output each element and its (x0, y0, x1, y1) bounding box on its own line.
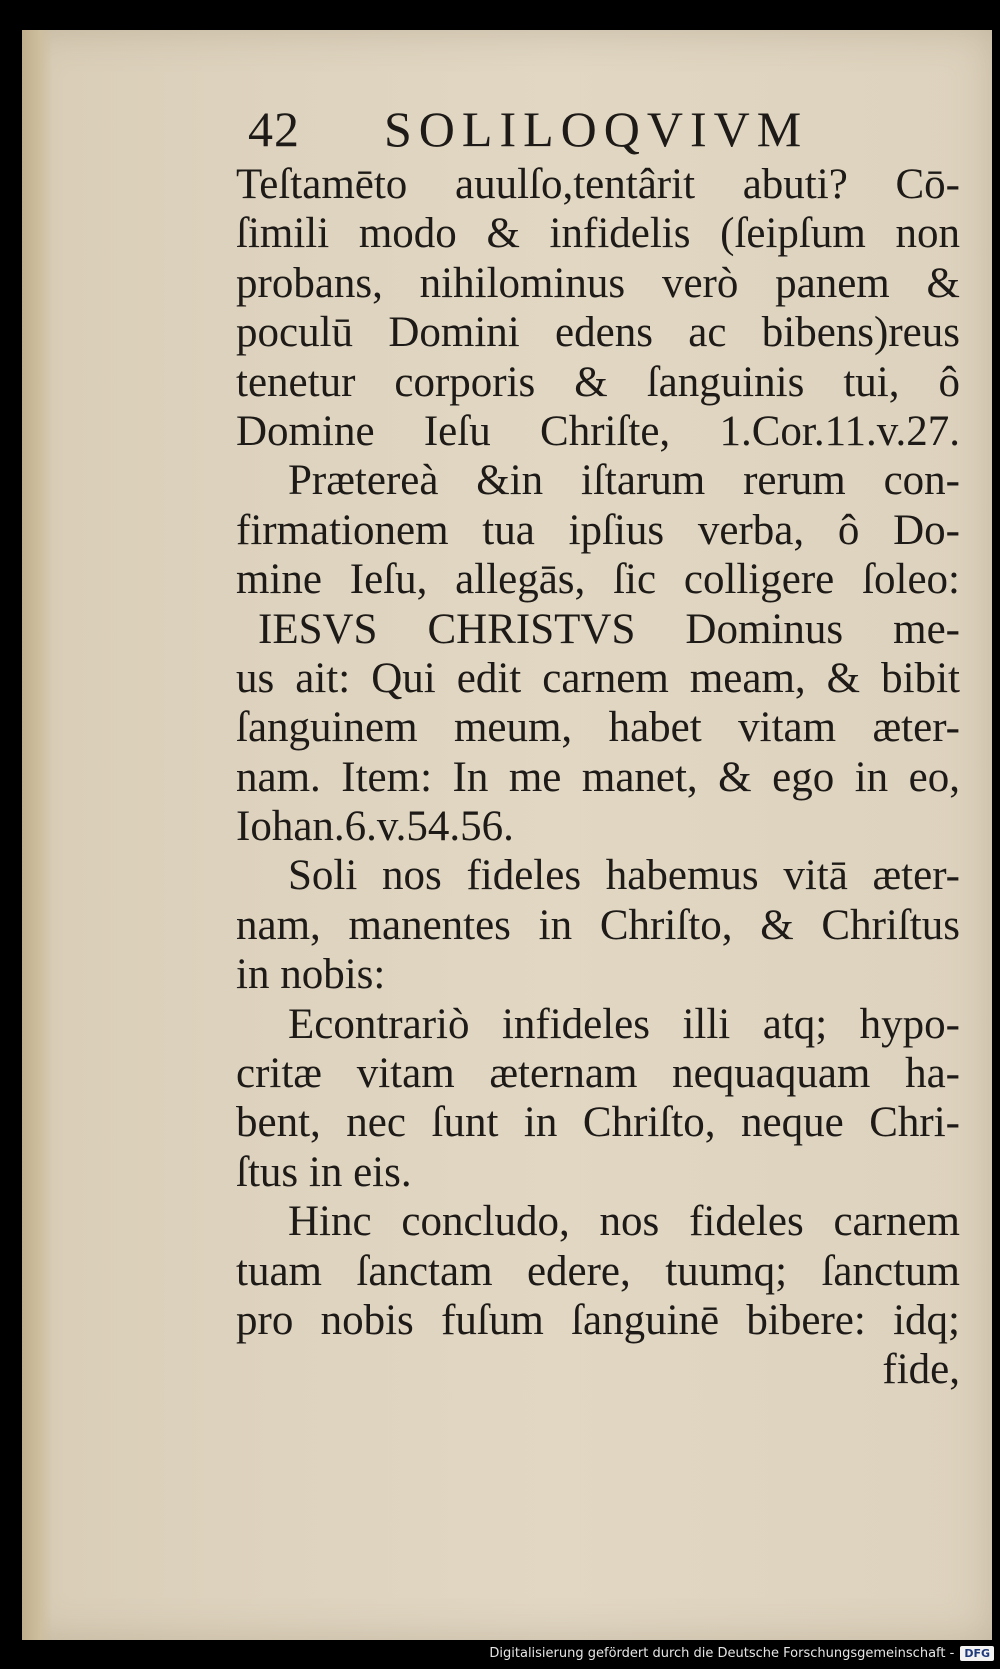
text-line: ſanguinem meum, habet vitam æter- (236, 704, 960, 752)
text-line: in nobis: (236, 951, 386, 999)
text-line: nam, manentes in Chriſto, & Chriſtus (236, 901, 960, 949)
text-line: IESVS CHRISTVS Dominus me- (258, 605, 960, 653)
text-line: mine Ieſu, allegās, ſic colligere ſoleo: (236, 556, 960, 604)
catchword: fide, (882, 1346, 960, 1394)
text-line: us ait: Qui edit carnem meam, & bibit (236, 654, 960, 702)
text-line: Prætereà &in iſtarum rerum con- (288, 457, 960, 505)
text-line: nam. Item: In me manet, & ego in eo, (236, 753, 960, 801)
digitization-footer (489, 1641, 994, 1665)
text-line: Teſtamēto auulſo,tentârit abuti? Cō- (236, 161, 960, 208)
page-number: 42 (248, 101, 300, 157)
text-line: critæ vitam æternam nequaquam ha- (236, 1050, 960, 1098)
page-edge (22, 30, 52, 1640)
text-line: tuam ſanctam edere, tuumq; ſanctum (236, 1247, 960, 1295)
text-line: ſtus in eis. (236, 1148, 412, 1196)
text-line: Econtrariò infideles illi atq; hypo- (288, 1000, 960, 1048)
running-title: SOLILOQVIVM (384, 101, 809, 157)
body-text (236, 160, 960, 1395)
text-line: bent, nec ſunt in Chriſto, neque Chri- (236, 1099, 960, 1147)
text-line: pro nobis fuſum ſanguinē bibere: idq; (236, 1296, 960, 1344)
dfg-logo: DFG (960, 1646, 994, 1661)
text-line: Domine Ieſu Chriſte, 1.Cor.11.v.27. (236, 407, 960, 455)
funding-credit: Digitalisierung gefördert durch die Deutsche Forschungsgemeinschaft - (489, 1645, 955, 1661)
text-line: tenetur corporis & ſanguinis tui, ô (236, 358, 960, 406)
text-line: poculū Domini edens ac bibens)reus (236, 309, 960, 357)
text-line: ſimili modo & infidelis (ſeipſum non (236, 210, 960, 258)
text-line: probans, nihilominus verò panem & (236, 259, 960, 307)
text-line: Hinc concludo, nos fideles carnem (288, 1198, 960, 1246)
text-line: firmationem tua ipſius verba, ô Do- (236, 506, 960, 554)
text-line: Iohan.6.v.54.56. (236, 803, 514, 851)
text-line: Soli nos fideles habemus vitā æter- (288, 852, 960, 900)
